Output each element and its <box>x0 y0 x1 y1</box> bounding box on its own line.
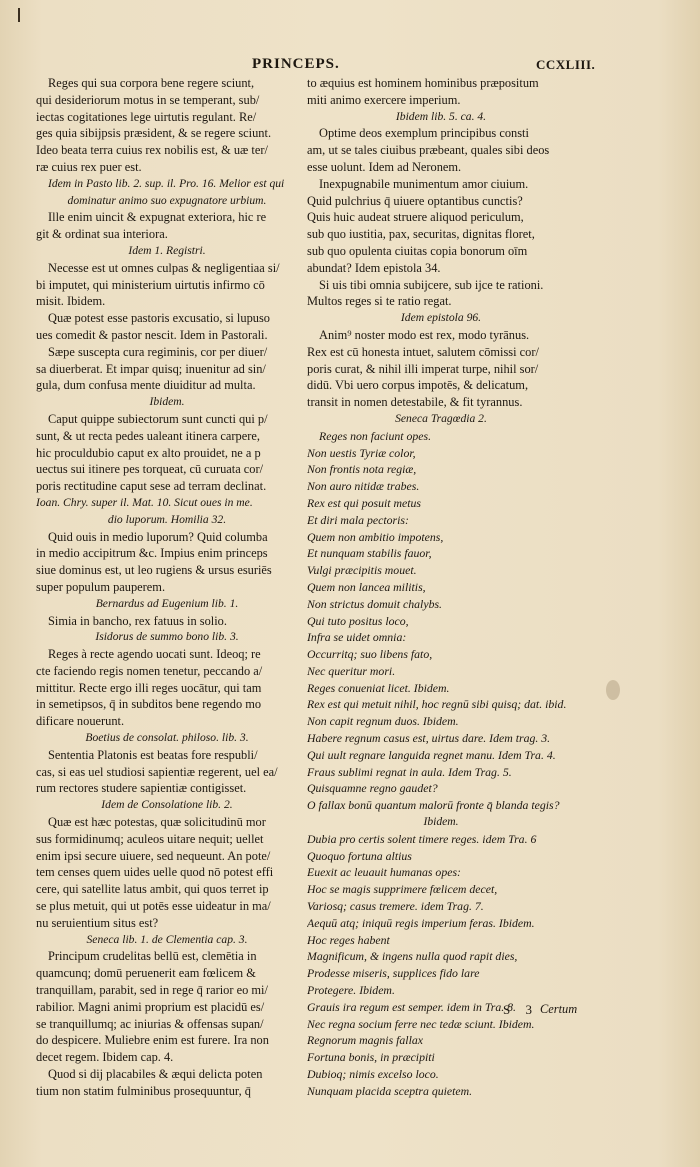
page-footer <box>0 1002 700 1022</box>
text-line: enim ipsi secure uiuere, sed nequeunt. An pote/ <box>36 848 271 863</box>
text-line: Occurritq; suo libens fato, <box>307 647 433 662</box>
text-line: Dubioq; nimis excelso loco. <box>307 1067 439 1082</box>
text-line: Nec queritur mori. <box>307 663 396 678</box>
text-line: poris rectitudine caput sese ad terram declinat. <box>36 479 267 494</box>
text-line: Nunquam placida sceptra quietem. <box>307 1083 473 1098</box>
text-line: Quem non ambitio impotens, <box>307 529 444 544</box>
page-stain <box>606 680 620 700</box>
text-line: sus formidinumq; aculeos uitare nequit; uellet <box>36 831 264 846</box>
text-line: Sæpe suscepta cura regiminis, cor per diuer/ <box>48 344 268 359</box>
text-line: sub quo iustitia, pax, securitas, dignitas floret, <box>307 227 535 242</box>
text-line: Ioan. Chry. super il. Mat. 10. Sicut oues in me. <box>36 495 253 509</box>
text-line: esse uolunt. Idem ad Neronem. <box>307 159 462 174</box>
text-line: Non strictus domuit chalybs. <box>307 596 443 611</box>
text-line: Dubia pro certis solent timere reges. idem Tra. 6 <box>307 831 537 846</box>
text-line: se plus metuit, qui ut potēs esse uideatur in ma/ <box>36 899 271 914</box>
text-line: mittitur. Recte ergo illi reges uocātur, qui tam <box>36 680 262 695</box>
text-line: Bernardus ad Eugenium lib. 1. <box>95 596 239 610</box>
text-line: cas, si eas uel studiosi sapientiæ regerent, uel ea/ <box>36 764 278 779</box>
text-line: Et nunquam stabilis fauor, <box>307 546 432 561</box>
text-line: Quoquo fortuna altius <box>307 848 412 863</box>
text-line: dominatur animo suo expugnatore urbium. <box>67 193 267 207</box>
text-line: Ibidem. <box>423 815 459 829</box>
text-line: Quis huic audeat struere aliquod periculum, <box>307 210 524 225</box>
text-line: ges quia sibijpsis præsident, & se regere sciunt. <box>36 126 272 141</box>
text-line: tranquillam, parabit, sed in rege q̄ rarior eo mi/ <box>36 983 268 998</box>
text-line: Fraus sublimi regnat in aula. Idem Trag. 5. <box>307 764 512 779</box>
text-line: Fortuna bonis, in præcipiti <box>307 1050 435 1065</box>
text-line: Inexpugnabile munimentum amor ciuium. <box>319 176 529 191</box>
text-line: Idem de Consolatione lib. 2. <box>101 798 233 812</box>
text-line: Rex est qui posuit metus <box>307 495 422 510</box>
text-line: Quid ouis in medio luporum? Quid columba <box>48 529 268 544</box>
text-line: Infra se uidet omnia: <box>307 630 407 645</box>
text-line: Regnorum magnis fallax <box>307 1033 423 1048</box>
text-line: dificare nouerunt. <box>36 714 125 729</box>
text-line: Ille enim uincit & expugnat exteriora, hic re <box>48 210 267 225</box>
text-line: Principum crudelitas bellū est, clemētia in <box>48 949 257 964</box>
text-line: Quæ est hæc potestas, quæ solicitudinū mor <box>48 815 266 830</box>
text-line: Euexit ac leuauit humanas opes: <box>307 865 461 880</box>
text-line: gula, dum confusa mente diuiditur ad multa. <box>36 378 256 393</box>
text-line: Variosq; casus tremere. idem Trag. 7. <box>307 899 484 914</box>
text-line: Idem in Pasto lib. 2. sup. il. Pro. 16. Melior est qui <box>48 176 285 190</box>
text-line: Vulgi præcipitis mouet. <box>307 563 417 578</box>
text-line: cte faciendo regis nomen tenetur, peccando a/ <box>36 663 263 678</box>
text-line: Quæ potest esse pastoris excusatio, si lupuso <box>48 311 270 326</box>
text-line: sub quo opulenta ciuitas copia bonorum oīm <box>307 243 528 258</box>
text-line: Reges qui sua corpora bene regere sciunt, <box>48 76 255 90</box>
text-line: to æquius est hominem hominibus præpositum <box>307 76 539 90</box>
text-line: Non auro nitidæ trabes. <box>307 479 420 494</box>
text-line: Et diri mala pectoris: <box>307 512 409 527</box>
text-line: in medio accipitrum &c. Impius enim princeps <box>36 546 268 561</box>
text-line: Quod si dij placabiles & æqui delicta poten <box>48 1067 263 1082</box>
text-line: Quem non lancea militis, <box>307 579 426 594</box>
text-line: tem censes quem uides uelle quod nō potest effi <box>36 865 274 880</box>
text-line: Ibidem. <box>149 395 185 409</box>
text-line: cere, qui satellite latus ambit, qui quos terret ip <box>36 882 269 897</box>
text-line: se tranquillumq; ac iniurias & offensas supan/ <box>36 1016 264 1031</box>
text-line: siue dominus est, ut leo rugiens & ursus esuriēs <box>36 563 272 578</box>
text-line: ræ cuius rex puer est. <box>36 159 142 174</box>
text-line: sa diuerberat. Et impar quisq; inuenitur ad sin/ <box>36 361 266 376</box>
text-line: ues comedit & pastor nescit. Idem in Pastorali. <box>36 327 268 342</box>
text-line: Protegere. Ibidem. <box>307 983 395 998</box>
text-line: Nec regna socium ferre nec tedæ sciunt. Ibidem. <box>307 1016 535 1031</box>
text-line: Reges non faciunt opes. <box>319 428 432 443</box>
text-line: rum rectores studere sapientiæ contigisset. <box>36 781 247 796</box>
text-line: Sententia Platonis est beatas fore respubli/ <box>48 747 258 762</box>
text-line: dio luporum. Homilia 32. <box>107 512 227 526</box>
text-line: Ibidem lib. 5. ca. 4. <box>395 109 487 123</box>
text-line: super populum pauperem. <box>36 579 166 594</box>
text-line: misit. Ibidem. <box>36 294 106 309</box>
text-line: Boetius de consolat. philoso. lib. 3. <box>85 731 249 745</box>
text-line: Caput quippe subiectorum sunt cuncti qui p/ <box>48 411 268 426</box>
text-line: Rex est qui metuit nihil, hoc regnū sibi quisq; dat. ibid. <box>307 697 567 712</box>
text-line: Habere regnum casus est, uirtus dare. Idem trag. 3. <box>307 731 551 746</box>
text-line: Non frontis nota regiæ, <box>307 462 417 477</box>
text-line: Anim⁹ noster modo est rex, modo tyrānus. <box>319 327 530 342</box>
right-column <box>307 75 578 1100</box>
text-line: rabilior. Magni animi proprium est placidū es/ <box>36 999 265 1014</box>
left-column <box>36 75 298 1100</box>
text-line: Seneca Tragœdia 2. <box>395 411 487 425</box>
text-line: Magnificum, & ingens nulla quod rapit dies, <box>307 949 518 964</box>
text-line: Si uis tibi omnia subijcere, sub ijce te rationi. <box>319 277 544 292</box>
text-line: Qui tuto positus loco, <box>307 613 409 628</box>
text-line: Idem epistola 96. <box>400 311 482 325</box>
text-line: Hoc reges habent <box>307 932 390 947</box>
folio-number: CCXLIII. <box>536 57 596 72</box>
text-line: in semetipsos, q̄ in subditos bene regendo mo <box>36 697 262 712</box>
text-line: Rex est cū honesta intuet, salutem cōmissi cor/ <box>307 344 539 359</box>
text-line: Quisquamne regno gaudet? <box>307 781 438 796</box>
running-title: PRINCEPS. <box>252 56 340 72</box>
text-line: Simia in bancho, rex fatuus in solio. <box>48 613 227 628</box>
text-line: Multos reges si te ratio regat. <box>307 294 452 309</box>
text-line: qui desideriorum motus in se temperant, sub/ <box>36 92 260 107</box>
text-line: Non capit regnum duos. Ibidem. <box>307 714 459 729</box>
text-line: Necesse est ut omnes culpas & negligentiaa si/ <box>48 260 280 275</box>
catchword: Certum <box>540 1002 578 1016</box>
text-line: Hoc se magis supprimere fœlicem decet, <box>307 882 498 897</box>
text-line: do despicere. Muliebre enim est furere. Ira non <box>36 1033 269 1048</box>
text-line: Prodesse miseris, supplices fido lare <box>307 966 480 981</box>
text-line: Idem 1. Registri. <box>128 243 206 257</box>
text-line: sunt, & ut recta pedes ualeant itinera carpere, <box>36 428 260 443</box>
signature-mark: S 3 <box>503 1002 538 1017</box>
text-line: Reges à recte agendo uocati sunt. Ideoq; re <box>48 647 261 662</box>
text-line: iectas cogitationes lege uirtutis regulant. Re/ <box>36 109 257 124</box>
text-line: git & ordinat sua interiora. <box>36 227 168 242</box>
text-line: Isidorus de summo bono lib. 3. <box>95 630 239 644</box>
text-line: tium non statim fulminibus prosequuntur, q̄ <box>36 1083 251 1098</box>
text-line: Reges conueniat licet. Ibidem. <box>307 680 450 695</box>
text-line: nu seruientium situs est? <box>36 915 159 930</box>
text-line: O fallax bonū quantum malorū fronte q̄ blanda tegis? <box>307 798 560 813</box>
text-line: Quid pulchrius q̄ uiuere optantibus cunctis? <box>307 193 523 208</box>
text-line: Seneca lib. 1. de Clementia cap. 3. <box>86 932 248 946</box>
text-line: Aequū atq; iniquū regis imperium feras. Ibidem. <box>307 915 535 930</box>
margin-tick <box>18 8 20 22</box>
text-line: hic proculdubio caput ex alto prouidet, ne a p <box>36 445 261 460</box>
text-line: bi imputet, qui ministerium uirtutis infirmo cō <box>36 277 265 292</box>
text-line: poris curat, & nihil illi imperat turpe, nihil sor/ <box>307 361 539 376</box>
text-line: Non uestis Tyriæ color, <box>307 445 416 460</box>
text-line: Optime deos exemplum principibus consti <box>319 126 529 141</box>
text-line: Grauis ira regum est semper. idem in Tra. 8. <box>307 999 516 1014</box>
text-line: Ideo beata terra cuius rex nobilis est, & uæ ter/ <box>36 143 268 158</box>
text-line: didū. Vbi uero corpus impotēs, & delicatum, <box>307 378 529 393</box>
text-line: abundat? Idem epistola 34. <box>307 260 441 275</box>
text-line: uectus sui itinere pes torqueat, cū curuata cor/ <box>36 462 264 477</box>
text-line: miti animo exercere imperium. <box>307 92 461 107</box>
text-line: Qui uult regnare languida regnet manu. Idem Tra. 4. <box>307 747 556 762</box>
text-line: quamcunq; domū peruenerit eam fœlicem & <box>36 966 256 981</box>
text-line: transit in nomen detestabile, & fit tyrannus. <box>307 395 523 410</box>
text-line: decet regem. Ibidem cap. 4. <box>36 1050 174 1065</box>
text-line: am, ut se tales ciuibus præbeant, quales sibi deos <box>307 143 550 158</box>
